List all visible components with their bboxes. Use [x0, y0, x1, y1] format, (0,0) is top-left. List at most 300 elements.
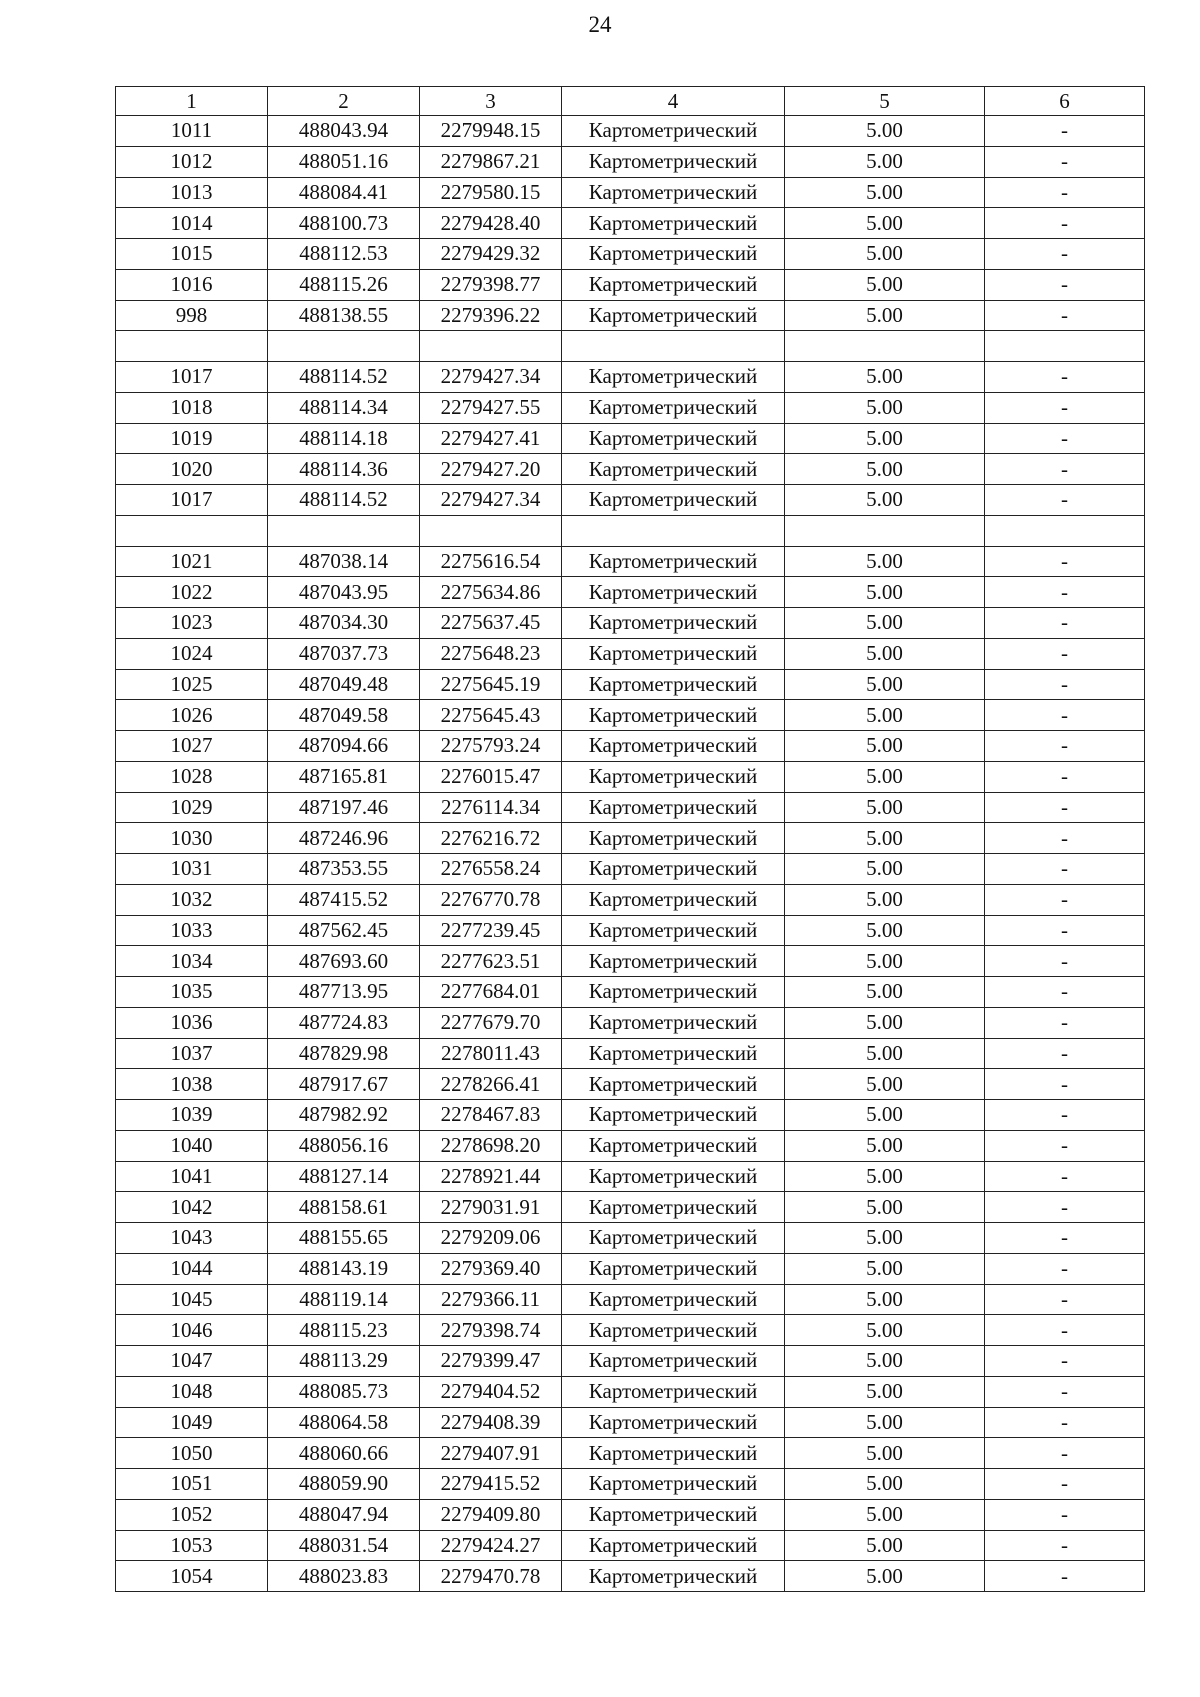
table-cell-col-1: 1013: [116, 177, 268, 208]
table-cell-col-3: 2277679.70: [420, 1007, 562, 1038]
table-row: [116, 485, 1145, 516]
table-row: [116, 946, 1145, 977]
table-row: [116, 1346, 1145, 1377]
table-cell-col-4: Картометрический: [562, 485, 785, 516]
table-cell-col-4: Картометрический: [562, 1469, 785, 1500]
table-cell-col-2: 488043.94: [268, 116, 420, 147]
table-cell-col-6: -: [985, 1100, 1145, 1131]
table-cell-col-5: 5.00: [785, 577, 985, 608]
table-cell-col-5: 5.00: [785, 269, 985, 300]
table-cell-col-4: Картометрический: [562, 269, 785, 300]
table-cell-col-6: -: [985, 208, 1145, 239]
table-header: [116, 87, 1145, 116]
table-cell-col-5: 5.00: [785, 146, 985, 177]
table-cell-col-3: 2279867.21: [420, 146, 562, 177]
table-cell-col-3: 2279396.22: [420, 300, 562, 331]
table-cell-col-5: 5.00: [785, 1376, 985, 1407]
table-cell-col-1: 1024: [116, 638, 268, 669]
table-cell-col-2: 488114.34: [268, 392, 420, 423]
table-cell-col-3: 2279407.91: [420, 1438, 562, 1469]
table-cell-col-2: 487037.73: [268, 638, 420, 669]
table-cell-col-6: -: [985, 823, 1145, 854]
table-cell-col-6: -: [985, 392, 1145, 423]
table-cell-col-2: 488023.83: [268, 1561, 420, 1592]
table-cell-col-2: 487415.52: [268, 884, 420, 915]
table-cell-col-3: 2278467.83: [420, 1100, 562, 1131]
table-cell-col-1: 1042: [116, 1192, 268, 1223]
table-cell-col-6: -: [985, 1499, 1145, 1530]
table-row: [116, 116, 1145, 147]
table-cell-col-4: Картометрический: [562, 1346, 785, 1377]
table-cell-col-6: [985, 331, 1145, 362]
table-cell-col-6: -: [985, 239, 1145, 270]
table-cell-col-4: [562, 331, 785, 362]
page-number: 24: [588, 12, 612, 37]
table-cell-col-3: [420, 515, 562, 546]
table-cell-col-2: 488114.52: [268, 485, 420, 516]
table-cell-col-6: -: [985, 1376, 1145, 1407]
table-cell-col-3: 2277623.51: [420, 946, 562, 977]
table-cell-col-2: 488059.90: [268, 1469, 420, 1500]
table-cell-col-3: 2278921.44: [420, 1161, 562, 1192]
table-cell-col-4: Картометрический: [562, 608, 785, 639]
table-row: [116, 1561, 1145, 1592]
table-row: [116, 1069, 1145, 1100]
table-cell-col-3: 2279427.41: [420, 423, 562, 454]
table-row: [116, 362, 1145, 393]
table-cell-col-1: 1035: [116, 977, 268, 1008]
table-cell-col-1: 1033: [116, 915, 268, 946]
table-cell-col-1: 1016: [116, 269, 268, 300]
table-cell-col-6: -: [985, 577, 1145, 608]
table-row: [116, 1438, 1145, 1469]
table-row: [116, 515, 1145, 546]
table-row: [116, 1469, 1145, 1500]
table-cell-col-5: 5.00: [785, 1438, 985, 1469]
table-cell-col-6: -: [985, 423, 1145, 454]
table-row: [116, 1130, 1145, 1161]
table-cell-col-4: Картометрический: [562, 1100, 785, 1131]
table-cell-col-2: 488112.53: [268, 239, 420, 270]
table-row: [116, 331, 1145, 362]
table-cell-col-6: -: [985, 1561, 1145, 1592]
table-cell-col-4: Картометрический: [562, 1069, 785, 1100]
table-cell-col-1: 1021: [116, 546, 268, 577]
table-cell-col-1: 1029: [116, 792, 268, 823]
table-cell-col-2: 487917.67: [268, 1069, 420, 1100]
table-cell-col-5: 5.00: [785, 884, 985, 915]
table-cell-col-4: Картометрический: [562, 1284, 785, 1315]
table-cell-col-2: 488031.54: [268, 1530, 420, 1561]
table-cell-col-1: 1054: [116, 1561, 268, 1592]
table-cell-col-1: [116, 331, 268, 362]
table-cell-col-6: -: [985, 454, 1145, 485]
table-cell-col-4: Картометрический: [562, 884, 785, 915]
table-cell-col-3: 2276015.47: [420, 761, 562, 792]
table-cell-col-2: 487043.95: [268, 577, 420, 608]
table-cell-col-2: 488127.14: [268, 1161, 420, 1192]
table-cell-col-4: Картометрический: [562, 854, 785, 885]
table-cell-col-3: [420, 331, 562, 362]
table-row: [116, 177, 1145, 208]
table-row: [116, 669, 1145, 700]
table-row: [116, 546, 1145, 577]
table-cell-col-3: 2279427.34: [420, 362, 562, 393]
table-row: [116, 792, 1145, 823]
table-row: [116, 577, 1145, 608]
table-cell-col-3: 2278698.20: [420, 1130, 562, 1161]
table-cell-col-2: 487094.66: [268, 731, 420, 762]
table-row: [116, 1315, 1145, 1346]
table-cell-col-6: -: [985, 1223, 1145, 1254]
table-cell-col-1: 1045: [116, 1284, 268, 1315]
table-row: [116, 1376, 1145, 1407]
table-cell-col-6: -: [985, 638, 1145, 669]
table-cell-col-3: 2276216.72: [420, 823, 562, 854]
table-cell-col-5: 5.00: [785, 1407, 985, 1438]
table-cell-col-3: 2279427.34: [420, 485, 562, 516]
column-header-1: 1: [116, 87, 268, 116]
table-cell-col-5: 5.00: [785, 362, 985, 393]
table-cell-col-3: 2275645.19: [420, 669, 562, 700]
table-row: [116, 239, 1145, 270]
table-cell-col-4: Картометрический: [562, 239, 785, 270]
table-cell-col-2: [268, 515, 420, 546]
table-row: [116, 700, 1145, 731]
table-cell-col-5: 5.00: [785, 1469, 985, 1500]
table-cell-col-3: 2275648.23: [420, 638, 562, 669]
table-cell-col-3: 2279415.52: [420, 1469, 562, 1500]
table-row: [116, 1100, 1145, 1131]
table-cell-col-3: 2279031.91: [420, 1192, 562, 1223]
table-cell-col-4: Картометрический: [562, 208, 785, 239]
table-cell-col-3: 2279209.06: [420, 1223, 562, 1254]
table-cell-col-4: Картометрический: [562, 915, 785, 946]
table-row: [116, 392, 1145, 423]
table-cell-col-4: Картометрический: [562, 300, 785, 331]
table-cell-col-6: -: [985, 300, 1145, 331]
table-cell-col-1: 1041: [116, 1161, 268, 1192]
table-cell-col-6: -: [985, 854, 1145, 885]
table-cell-col-3: 2279424.27: [420, 1530, 562, 1561]
table-cell-col-5: 5.00: [785, 485, 985, 516]
table-row: [116, 208, 1145, 239]
table-cell-col-4: Картометрический: [562, 1192, 785, 1223]
table-cell-col-2: 488119.14: [268, 1284, 420, 1315]
table-cell-col-2: 487034.30: [268, 608, 420, 639]
table-cell-col-4: Картометрический: [562, 1530, 785, 1561]
table-cell-col-1: 1023: [116, 608, 268, 639]
table-row: [116, 146, 1145, 177]
table-cell-col-5: 5.00: [785, 1069, 985, 1100]
table-cell-col-4: Картометрический: [562, 423, 785, 454]
table-cell-col-1: 1043: [116, 1223, 268, 1254]
table-cell-col-3: 2279427.20: [420, 454, 562, 485]
table-cell-col-3: 2279404.52: [420, 1376, 562, 1407]
table-cell-col-5: 5.00: [785, 1499, 985, 1530]
table-cell-col-4: Картометрический: [562, 1407, 785, 1438]
table-cell-col-6: -: [985, 1284, 1145, 1315]
table-cell-col-3: 2279408.39: [420, 1407, 562, 1438]
table-cell-col-3: 2275634.86: [420, 577, 562, 608]
table-cell-col-4: Картометрический: [562, 146, 785, 177]
table-cell-col-1: 1031: [116, 854, 268, 885]
table-cell-col-4: Картометрический: [562, 761, 785, 792]
table-row: [116, 1007, 1145, 1038]
table-cell-col-1: 1025: [116, 669, 268, 700]
table-cell-col-6: -: [985, 177, 1145, 208]
table-cell-col-5: 5.00: [785, 761, 985, 792]
column-header-5: 5: [785, 87, 985, 116]
table-cell-col-6: -: [985, 608, 1145, 639]
table-cell-col-1: 1053: [116, 1530, 268, 1561]
table-cell-col-1: 1052: [116, 1499, 268, 1530]
table-cell-col-6: -: [985, 700, 1145, 731]
table-cell-col-4: Картометрический: [562, 362, 785, 393]
table-cell-col-5: 5.00: [785, 823, 985, 854]
table-cell-col-5: 5.00: [785, 208, 985, 239]
table-cell-col-1: 998: [116, 300, 268, 331]
table-cell-col-6: -: [985, 946, 1145, 977]
table-cell-col-6: -: [985, 1469, 1145, 1500]
table-cell-col-5: 5.00: [785, 177, 985, 208]
header-row: [116, 87, 1145, 116]
table-cell-col-6: -: [985, 731, 1145, 762]
table-cell-col-2: 488085.73: [268, 1376, 420, 1407]
table-cell-col-2: 487246.96: [268, 823, 420, 854]
table-cell-col-3: 2279948.15: [420, 116, 562, 147]
table-cell-col-1: 1017: [116, 362, 268, 393]
table-cell-col-6: -: [985, 1346, 1145, 1377]
table-cell-col-1: 1020: [116, 454, 268, 485]
table-cell-col-2: 488051.16: [268, 146, 420, 177]
table-cell-col-1: 1037: [116, 1038, 268, 1069]
table-cell-col-1: 1036: [116, 1007, 268, 1038]
table-cell-col-5: 5.00: [785, 1100, 985, 1131]
table-cell-col-5: 5.00: [785, 1161, 985, 1192]
table-cell-col-4: Картометрический: [562, 1499, 785, 1530]
table-cell-col-4: Картометрический: [562, 946, 785, 977]
table-row: [116, 915, 1145, 946]
table-row: [116, 761, 1145, 792]
table-cell-col-2: 488158.61: [268, 1192, 420, 1223]
table-cell-col-3: 2277239.45: [420, 915, 562, 946]
table-cell-col-6: -: [985, 1438, 1145, 1469]
table-cell-col-3: 2279409.80: [420, 1499, 562, 1530]
table-cell-col-3: 2276770.78: [420, 884, 562, 915]
table-cell-col-3: 2275637.45: [420, 608, 562, 639]
table-row: [116, 884, 1145, 915]
table-cell-col-5: 5.00: [785, 1192, 985, 1223]
table-cell-col-6: -: [985, 269, 1145, 300]
table-cell-col-6: -: [985, 485, 1145, 516]
table-cell-col-2: 488064.58: [268, 1407, 420, 1438]
table-cell-col-3: 2279398.77: [420, 269, 562, 300]
table-cell-col-2: 487724.83: [268, 1007, 420, 1038]
table-cell-col-6: -: [985, 1007, 1145, 1038]
table-cell-col-3: 2275793.24: [420, 731, 562, 762]
table-cell-col-3: 2279580.15: [420, 177, 562, 208]
column-header-3: 3: [420, 87, 562, 116]
table-cell-col-4: Картометрический: [562, 1376, 785, 1407]
table-cell-col-6: -: [985, 669, 1145, 700]
table-cell-col-6: -: [985, 1038, 1145, 1069]
table-row: [116, 423, 1145, 454]
table-cell-col-2: 488113.29: [268, 1346, 420, 1377]
table-cell-col-6: -: [985, 546, 1145, 577]
table-cell-col-4: Картометрический: [562, 177, 785, 208]
table-cell-col-1: 1047: [116, 1346, 268, 1377]
table-cell-col-2: 488115.26: [268, 269, 420, 300]
table-cell-col-6: -: [985, 1530, 1145, 1561]
table-cell-col-6: -: [985, 116, 1145, 147]
table-cell-col-6: -: [985, 884, 1145, 915]
table-row: [116, 1530, 1145, 1561]
table-cell-col-4: Картометрический: [562, 977, 785, 1008]
table-cell-col-1: 1046: [116, 1315, 268, 1346]
table-cell-col-1: 1038: [116, 1069, 268, 1100]
table-row: [116, 1407, 1145, 1438]
table-cell-col-4: Картометрический: [562, 1130, 785, 1161]
table-cell-col-2: 488114.18: [268, 423, 420, 454]
table-cell-col-6: -: [985, 761, 1145, 792]
table-cell-col-5: 5.00: [785, 1007, 985, 1038]
table-row: [116, 823, 1145, 854]
table-cell-col-6: -: [985, 362, 1145, 393]
table-cell-col-1: 1017: [116, 485, 268, 516]
table-row: [116, 1223, 1145, 1254]
table-cell-col-3: 2276558.24: [420, 854, 562, 885]
table-cell-col-3: 2279369.40: [420, 1253, 562, 1284]
table-cell-col-4: Картометрический: [562, 1223, 785, 1254]
table-cell-col-3: 2279399.47: [420, 1346, 562, 1377]
table-cell-col-2: 487165.81: [268, 761, 420, 792]
table-cell-col-5: 5.00: [785, 1253, 985, 1284]
table-cell-col-6: -: [985, 1315, 1145, 1346]
table-cell-col-6: -: [985, 1253, 1145, 1284]
table-row: [116, 454, 1145, 485]
table-cell-col-3: 2276114.34: [420, 792, 562, 823]
table-row: [116, 1284, 1145, 1315]
table-cell-col-4: Картометрический: [562, 1561, 785, 1592]
table-cell-col-5: 5.00: [785, 423, 985, 454]
table-cell-col-5: 5.00: [785, 1315, 985, 1346]
table-cell-col-1: 1049: [116, 1407, 268, 1438]
table-cell-col-2: 487693.60: [268, 946, 420, 977]
table-cell-col-3: 2279427.55: [420, 392, 562, 423]
table-row: [116, 731, 1145, 762]
table-cell-col-6: -: [985, 1192, 1145, 1223]
table-cell-col-5: [785, 515, 985, 546]
table-cell-col-4: Картометрический: [562, 1038, 785, 1069]
table-cell-col-1: 1027: [116, 731, 268, 762]
table-cell-col-5: 5.00: [785, 1346, 985, 1377]
column-header-6: 6: [985, 87, 1145, 116]
table-cell-col-4: Картометрический: [562, 731, 785, 762]
table-cell-col-5: 5.00: [785, 239, 985, 270]
table-cell-col-4: Картометрический: [562, 1438, 785, 1469]
table-cell-col-4: Картометрический: [562, 638, 785, 669]
table-cell-col-4: Картометрический: [562, 700, 785, 731]
table-cell-col-2: 487353.55: [268, 854, 420, 885]
table-cell-col-5: 5.00: [785, 1038, 985, 1069]
table-cell-col-2: 487562.45: [268, 915, 420, 946]
table-cell-col-2: 488155.65: [268, 1223, 420, 1254]
table-cell-col-2: 487038.14: [268, 546, 420, 577]
table-cell-col-2: 488115.23: [268, 1315, 420, 1346]
table-cell-col-5: 5.00: [785, 977, 985, 1008]
table-row: [116, 1192, 1145, 1223]
table-cell-col-5: 5.00: [785, 1284, 985, 1315]
table-cell-col-4: Картометрический: [562, 823, 785, 854]
table-cell-col-4: Картометрический: [562, 792, 785, 823]
table-cell-col-5: 5.00: [785, 638, 985, 669]
table-row: [116, 300, 1145, 331]
table-cell-col-5: 5.00: [785, 915, 985, 946]
table-cell-col-5: 5.00: [785, 116, 985, 147]
table-cell-col-1: 1051: [116, 1469, 268, 1500]
column-header-4: 4: [562, 87, 785, 116]
coordinates-table: [115, 86, 1145, 1592]
table-cell-col-1: 1026: [116, 700, 268, 731]
table-cell-col-1: 1050: [116, 1438, 268, 1469]
table-row: [116, 1253, 1145, 1284]
table-cell-col-4: Картометрический: [562, 1161, 785, 1192]
table-cell-col-3: 2279429.32: [420, 239, 562, 270]
table-cell-col-4: Картометрический: [562, 116, 785, 147]
table-cell-col-1: 1034: [116, 946, 268, 977]
table-cell-col-2: [268, 331, 420, 362]
table-cell-col-3: 2275616.54: [420, 546, 562, 577]
table-cell-col-5: [785, 331, 985, 362]
table-cell-col-6: -: [985, 792, 1145, 823]
table-cell-col-2: 488056.16: [268, 1130, 420, 1161]
table-cell-col-6: -: [985, 1130, 1145, 1161]
table-cell-col-4: Картометрический: [562, 454, 785, 485]
table-cell-col-6: -: [985, 1407, 1145, 1438]
table-cell-col-2: 487049.58: [268, 700, 420, 731]
table-cell-col-5: 5.00: [785, 454, 985, 485]
table-cell-col-5: 5.00: [785, 792, 985, 823]
table-cell-col-5: 5.00: [785, 854, 985, 885]
table-row: [116, 269, 1145, 300]
table-cell-col-5: 5.00: [785, 608, 985, 639]
table-cell-col-1: 1012: [116, 146, 268, 177]
table-cell-col-4: Картометрический: [562, 546, 785, 577]
table-cell-col-1: 1018: [116, 392, 268, 423]
table-cell-col-3: 2277684.01: [420, 977, 562, 1008]
table-row: [116, 1038, 1145, 1069]
table-cell-col-1: 1030: [116, 823, 268, 854]
table-cell-col-5: 5.00: [785, 1561, 985, 1592]
table-cell-col-2: 487829.98: [268, 1038, 420, 1069]
table-cell-col-5: 5.00: [785, 700, 985, 731]
table-cell-col-5: 5.00: [785, 300, 985, 331]
table-cell-col-4: Картометрический: [562, 669, 785, 700]
table-body: [116, 116, 1145, 1592]
table-cell-col-2: 487049.48: [268, 669, 420, 700]
table-cell-col-2: 488114.52: [268, 362, 420, 393]
table-cell-col-4: Картометрический: [562, 1315, 785, 1346]
table-cell-col-2: 488100.73: [268, 208, 420, 239]
table-row: [116, 854, 1145, 885]
table-cell-col-5: 5.00: [785, 1130, 985, 1161]
table-cell-col-1: 1019: [116, 423, 268, 454]
table-cell-col-1: 1040: [116, 1130, 268, 1161]
table-cell-col-2: 487197.46: [268, 792, 420, 823]
table-cell-col-1: 1028: [116, 761, 268, 792]
table-cell-col-2: 488047.94: [268, 1499, 420, 1530]
